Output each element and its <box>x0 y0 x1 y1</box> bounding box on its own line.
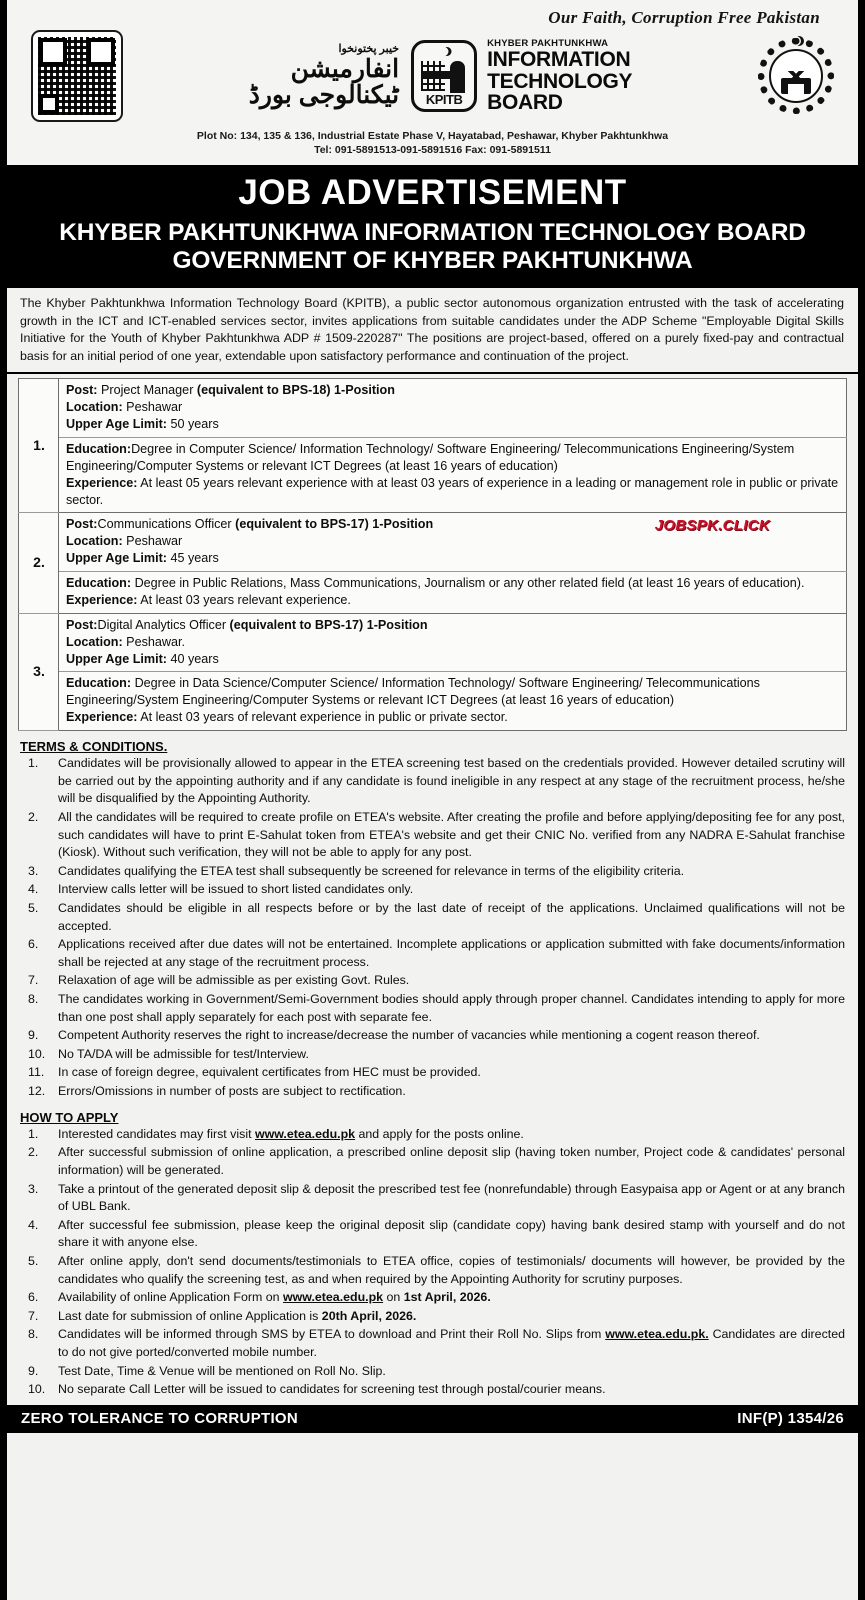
how-to-apply-heading: HOW TO APPLY <box>20 1109 119 1125</box>
post-number: 1. <box>19 379 59 513</box>
fort-gateway-icon <box>421 59 467 93</box>
office-address <box>21 129 844 159</box>
how-to-apply-section <box>7 1102 858 1399</box>
list-item: Candidates should be eligible in all respects before or by the last date of receipt of the applications. Unclaimed qualifications will not be accepted. <box>58 900 845 933</box>
faith-tagline: Our Faith, Corruption Free Pakistan <box>548 8 820 27</box>
etea-website-link[interactable]: www.etea.edu.pk <box>283 1290 384 1305</box>
post-title-line: Post: Project Manager (equivalent to BPS-18) 1-Position <box>66 383 395 398</box>
how-to-apply-list <box>20 1126 845 1399</box>
list-item: Competent Authority reserves the right to increase/decrease the number of vacancies while mentioning a cogent reason thereof. <box>58 1028 760 1043</box>
qr-code[interactable] <box>31 30 123 122</box>
urdu-information-line: انفارمیشن <box>290 54 400 83</box>
post-experience-line: Experience: At least 03 years of relevant experience in public or private sector. <box>66 710 508 725</box>
post-experience-line: Experience: At least 03 years relevant experience. <box>66 592 351 607</box>
page-footer <box>7 1405 858 1433</box>
post-requirements-cell <box>59 672 847 731</box>
posts-table <box>18 378 847 731</box>
title-banner <box>7 165 858 288</box>
table-row <box>19 437 847 513</box>
kp-government-seal-icon <box>758 38 834 114</box>
org-kp-line: KHYBER PAKHTUNKHWA <box>487 37 609 49</box>
list-item: After successful fee submission, please keep the original deposit slip (candidate copy) having bank desired stamp with yourself and do not share it with anyone else. <box>58 1217 845 1250</box>
list-item: Interview calls letter will be issued to short listed candidates only. <box>58 882 414 897</box>
post-education-line: Education: Degree in Public Relations, Mass Communications, Journalism or any other related field (at least 16 years of education). <box>66 576 805 591</box>
post-experience-line: Experience: At least 05 years relevant experience with at least 03 years of experience in a leading or management role in public or private sector. <box>66 475 839 507</box>
post-location-line: Location: Peshawar. <box>66 634 185 649</box>
zero-tolerance-slogan: ZERO TOLERANCE TO CORRUPTION <box>21 1409 299 1427</box>
post-requirements-cell <box>59 437 847 513</box>
post-age-line: Upper Age Limit: 40 years <box>66 651 219 666</box>
list-item: In case of foreign degree, equivalent certificates from HEC must be provided. <box>58 1065 481 1080</box>
page-header <box>7 0 858 165</box>
list-item: Interested candidates may first visit www.etea.edu.pk and apply for the posts online. <box>58 1126 524 1141</box>
list-item: After online apply, don't send documents/testimonials to ETEA office, copies of testimonials/ documents will however, be provided by the candidates who qualify the screening test, as and when required by the Appointing Authority for scrutiny purposes. <box>58 1253 845 1286</box>
post-age-line: Upper Age Limit: 45 years <box>66 551 219 566</box>
terms-section <box>7 731 858 1101</box>
table-row <box>19 379 847 438</box>
list-item: Last date for submission of online Application is 20th April, 2026. <box>58 1308 417 1323</box>
org-name-english <box>487 39 632 114</box>
org-board-line: BOARD <box>487 90 563 114</box>
site-watermark: JOBSPK.CLICK <box>654 517 770 535</box>
org-technology-line: TECHNOLOGY <box>487 69 633 93</box>
header-logos-row <box>21 30 844 122</box>
table-row <box>19 613 847 672</box>
table-row <box>19 672 847 731</box>
list-item: The candidates working in Government/Semi-Government bodies should apply through proper channel. Candidates intending to apply for more than one post shall apply separately for each post with separate fee. <box>58 992 845 1024</box>
post-summary-cell <box>59 513 847 572</box>
list-item: Take a printout of the generated deposit slip & deposit the prescribed test fee (nonrefundable) through Easypaisa app or Agent or at any branch of UBL Bank. <box>58 1181 845 1214</box>
post-age-line: Upper Age Limit: 50 years <box>66 417 219 432</box>
list-item: Errors/Omissions in number of posts are subject to rectification. <box>58 1084 406 1099</box>
title-organization: KHYBER PAKHTUNKHWA INFORMATION TECHNOLOGY BOARD <box>59 218 806 246</box>
page-title: JOB ADVERTISEMENT <box>238 173 627 213</box>
post-education-line: Education: Degree in Data Science/Computer Science/ Information Technology/ Software Engineering/ Telecommunications Engineering/System Engineering/Computer Systems or relevant ICT Degrees (at least 16 years of education) <box>66 676 760 708</box>
list-item: After successful submission of online application, a prescribed online deposit slip (having token number, Project code & candidates' personal information) will be generated. <box>58 1145 845 1177</box>
post-summary-cell <box>59 379 847 438</box>
qr-code-pattern <box>38 37 116 115</box>
etea-website-link[interactable]: www.etea.edu.pk <box>254 1126 356 1141</box>
post-number: 3. <box>19 613 59 730</box>
list-item: No TA/DA will be admissible for test/Interview. <box>58 1046 309 1061</box>
table-row <box>19 572 847 614</box>
post-summary-cell <box>59 613 847 672</box>
list-item: Applications received after due dates will not be entertained. Incomplete applications or application submitted with fake documents/information shall be rejected at any stage of the recruitment process. <box>58 937 845 969</box>
important-date: 1st April, 2026. <box>403 1290 491 1305</box>
post-title-line: Post:Digital Analytics Officer (equivalent to BPS-17) 1-Position <box>66 617 428 632</box>
org-information-line: INFORMATION <box>487 48 631 72</box>
kpitb-logo-icon <box>411 40 477 112</box>
list-item: All the candidates will be required to create profile on ETEA's website. After creating the profile and before applying/depositing fee for any post, such candidates will have to print E-Sahulat token from ETEA's website and get their CNIC No. verified from any NADRA E-Sahulat franchise (Kiosk). Without such verification, they will not be able to apply for any post. <box>58 809 845 860</box>
inf-reference-number: INF(P) 1354/26 <box>737 1409 844 1427</box>
list-item: Relaxation of age will be admissible as per existing Govt. Rules. <box>58 973 410 988</box>
table-row <box>19 513 847 572</box>
post-title-line: Post:Communications Officer (equivalent to BPS-17) 1-Position <box>66 517 434 532</box>
list-item: Test Date, Time & Venue will be mentioned on Roll No. Slip. <box>58 1363 386 1378</box>
terms-list <box>20 755 845 1101</box>
list-item: Candidates qualifying the ETEA test shall subsequently be screened for relevance in terms of the eligibility criteria. <box>58 863 685 878</box>
urdu-kp-line: خیبر پختونخوا <box>338 42 400 55</box>
post-number: 2. <box>19 513 59 613</box>
intro-paragraph: The Khyber Pakhtunkhwa Information Technology Board (KPITB), a public sector autonomous organization entrusted with the task of accelerating growth in the ICT and ICT-enabled services sector, invites applications from suitable candidates under the ADP Scheme "Employable Digital Skills Initiative for the Youth of Khyber Pakhtunkhwa ADP # 1509-220287" The positions are project-based, offered on a purely fixed-pay and contractual basis for an initial period of one year, extendable upon satisfactory performance and continuation of the project. <box>7 288 858 374</box>
list-item: Candidates will be provisionally allowed to appear in the ETEA screening test based on the credentials provided. However detailed scrutiny will be carried out by the appointing authority and if any candidate is found ineligible in any respect at any stage of the recruitment process, he/she will be disqualified by the Appointing Authority. <box>58 756 845 806</box>
list-item: Availability of online Application Form on www.etea.edu.pk on 1st April, 2026. <box>58 1290 491 1305</box>
posts-table-wrap <box>7 374 858 731</box>
address-line-2: Tel: 091-5891513-091-5891516 Fax: 091-5891511 <box>314 144 551 157</box>
title-government: GOVERNMENT OF KHYBER PAKHTUNKHWA <box>172 247 693 275</box>
urdu-org-name <box>249 44 399 108</box>
kpitb-logo-text: KPITB <box>425 92 463 107</box>
list-item: Candidates will be informed through SMS by ETEA to download and Print their Roll No. Slips from www.etea.edu.pk. Candidates are directed to do not give ported/converted mobile number. <box>58 1327 845 1359</box>
address-line-1: Plot No: 134, 135 & 136, Industrial Estate Phase V, Hayatabad, Peshawar, Khyber Pakhtunkhwa <box>196 130 669 142</box>
post-location-line: Location: Peshawar <box>66 534 183 549</box>
post-education-line: Education:Degree in Computer Science/ Information Technology/ Software Engineering/ Telecommunications Engineering/System Engineering/Computer Systems or relevant ICT Degrees (at least 16 years of education) <box>66 441 795 473</box>
list-item: No separate Call Letter will be issued to candidates for screening test through postal/courier means. <box>58 1382 606 1397</box>
etea-website-link[interactable]: www.etea.edu.pk. <box>605 1327 709 1342</box>
crescent-moon-icon <box>440 47 449 56</box>
important-date: 20th April, 2026. <box>321 1308 417 1323</box>
urdu-technology-board-line: ٹیکنالوجی بورڈ <box>248 80 400 109</box>
post-location-line: Location: Peshawar <box>66 400 183 415</box>
post-requirements-cell <box>59 572 847 614</box>
terms-heading: TERMS & CONDITIONS. <box>20 739 168 755</box>
